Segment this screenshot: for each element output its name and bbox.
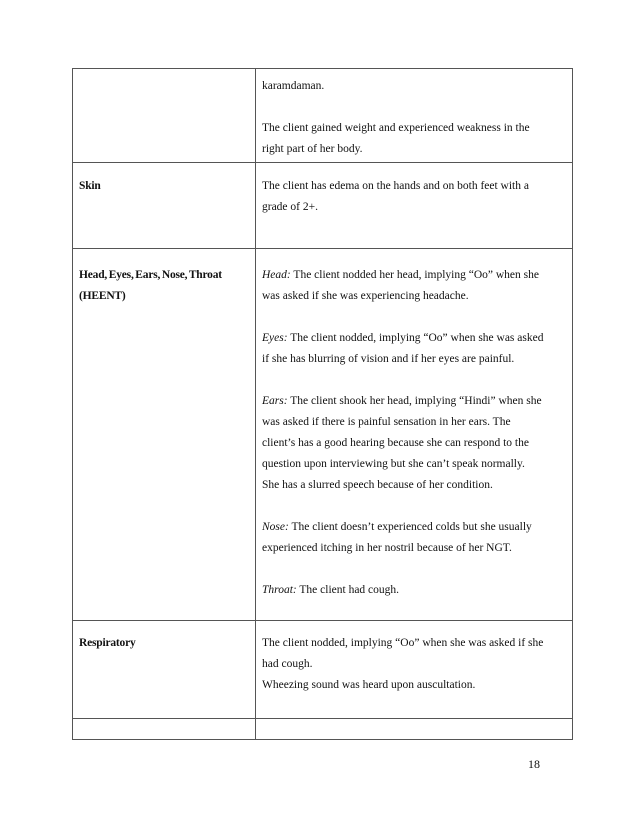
text-line: She has a slurred speech because of her condition. xyxy=(262,479,493,491)
text-line: The client nodded, implying “Oo” when she was asked if she xyxy=(262,637,544,649)
text-line: right part of her body. xyxy=(262,143,363,155)
text-line: was asked if there is painful sensation in her ears. The xyxy=(262,416,511,428)
assessment-table xyxy=(72,68,573,740)
continuation-paragraph-1 xyxy=(262,76,566,97)
row-label: Respiratory xyxy=(79,637,136,649)
table-row-empty xyxy=(73,719,573,740)
text-line: if she has blurring of vision and if her eyes are painful. xyxy=(262,353,515,365)
respiratory-paragraph xyxy=(262,633,566,696)
text-line: client’s has a good hearing because she can respond to the xyxy=(262,437,529,449)
label-cell-skin xyxy=(73,163,256,249)
text-cell-continuation xyxy=(256,69,573,163)
table-row-respiratory xyxy=(73,621,573,719)
text-line: question upon interviewing but she can’t speak normally. xyxy=(262,458,525,470)
row-label: Skin xyxy=(79,180,101,192)
text-line: Head, Eyes, Ears, Nose, Throat xyxy=(79,269,222,281)
text-line: Wheezing sound was heard upon auscultation. xyxy=(262,679,476,691)
text-line: experienced itching in her nostril because of her NGT. xyxy=(262,542,512,554)
label-cell-empty xyxy=(73,69,256,163)
continuation-paragraph-2 xyxy=(262,118,566,160)
table-row-heent xyxy=(73,249,573,621)
text-line: Throat: The client had cough. xyxy=(262,584,400,596)
throat-paragraph xyxy=(262,580,566,601)
text-line: The client gained weight and experienced weakness in the xyxy=(262,122,530,134)
table-row-skin xyxy=(73,163,573,249)
row-label xyxy=(73,249,255,307)
text-line: had cough. xyxy=(262,658,313,670)
ears-label: Ears: xyxy=(262,395,288,407)
text-line: The client has edema on the hands and on both feet with a xyxy=(262,180,529,192)
text-line: (HEENT) xyxy=(79,290,126,302)
empty-cell xyxy=(256,719,573,740)
empty-cell xyxy=(73,719,256,740)
head-label: Head: xyxy=(262,269,291,281)
throat-label: Throat: xyxy=(262,584,297,596)
nose-label: Nose: xyxy=(262,521,289,533)
text-line: was asked if she was experiencing headache. xyxy=(262,290,469,302)
eyes-paragraph xyxy=(262,328,566,370)
head-paragraph xyxy=(262,265,566,307)
page-number: 18 xyxy=(528,757,540,771)
text-line: Ears: The client shook her head, implying “Hindi” when she xyxy=(262,395,542,407)
text-line: Head: The client nodded her head, implying “Oo” when she xyxy=(262,269,539,281)
text-line: Nose: The client doesn’t experienced colds but she usually xyxy=(262,521,532,533)
eyes-label: Eyes: xyxy=(262,332,288,344)
text-cell-respiratory xyxy=(256,621,573,719)
text-line: Eyes: The client nodded, implying “Oo” when she was asked xyxy=(262,332,544,344)
ears-paragraph xyxy=(262,391,566,496)
text-line: karamdaman. xyxy=(262,80,325,92)
text-line: grade of 2+. xyxy=(262,201,318,213)
label-cell-respiratory xyxy=(73,621,256,719)
nose-paragraph xyxy=(262,517,566,559)
table-row-continuation xyxy=(73,69,573,163)
skin-paragraph xyxy=(262,176,566,218)
text-cell-heent xyxy=(256,249,573,621)
text-cell-skin xyxy=(256,163,573,249)
label-cell-heent xyxy=(73,249,256,621)
